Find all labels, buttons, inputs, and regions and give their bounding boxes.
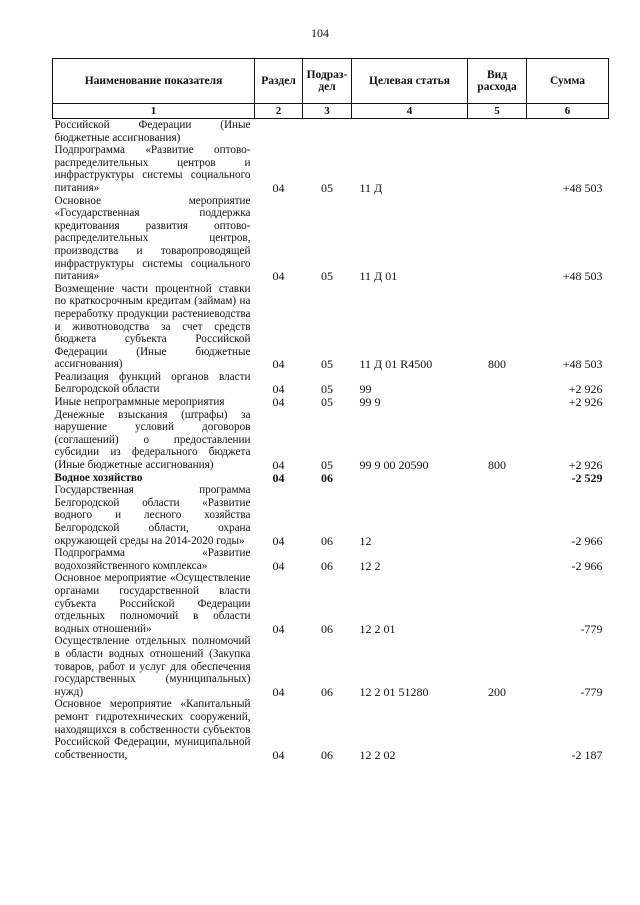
row-vid: 800 — [488, 458, 506, 473]
row-statya: 12 2 02 — [359, 747, 396, 762]
row-summa: -779 — [580, 684, 603, 699]
row-podrazdel: 05 — [321, 357, 333, 372]
row-vid — [468, 144, 527, 194]
row-vid — [468, 195, 527, 283]
row-podrazdel: 06 — [321, 558, 333, 573]
row-statya: 12 2 01 51280 — [359, 684, 429, 699]
row-name: Реализация функций органов власти Белгородской области — [54, 370, 251, 396]
row-razdel: 04 — [272, 621, 285, 636]
row-podrazdel: 05 — [321, 382, 333, 397]
table-row — [53, 698, 609, 761]
row-podrazdel: 06 — [321, 684, 333, 699]
row-summa: +2 926 — [568, 395, 603, 410]
row-statya: 11 Д — [359, 180, 383, 195]
row-vid — [468, 472, 527, 485]
row-summa: -2 187 — [571, 747, 603, 762]
row-statya: 99 — [359, 382, 372, 397]
row-vid: 200 — [488, 684, 506, 699]
row-summa: +48 503 — [562, 180, 603, 195]
column-number: 2 — [255, 104, 303, 119]
row-statya: 11 Д 01 R4500 — [359, 357, 433, 372]
column-number: 1 — [53, 104, 255, 119]
header-summa: Сумма — [527, 59, 609, 104]
row-statya: 11 Д 01 — [359, 269, 398, 284]
table-row — [53, 635, 609, 698]
row-statya: 99 9 00 20590 — [359, 458, 429, 473]
header-razdel: Раздел — [255, 59, 303, 104]
row-statya: 99 9 — [359, 395, 381, 410]
table-row — [53, 283, 609, 371]
row-razdel: 04 — [272, 470, 285, 485]
row-razdel — [255, 119, 303, 145]
row-razdel: 04 — [272, 558, 285, 573]
row-summa: -2 966 — [571, 558, 603, 573]
row-summa: +2 926 — [568, 382, 603, 397]
table-header-row — [53, 59, 609, 104]
row-podrazdel: 06 — [321, 621, 333, 636]
row-name: Возмещение части процентной ставки по краткосрочным кредитам (займам) на переработку продукции растениеводства и животноводства за счет средств бюджета субъекта Российской Федерации (Иные бюджетные ассигнования) — [54, 282, 251, 371]
row-vid — [468, 572, 527, 635]
row-podrazdel: 06 — [321, 470, 333, 485]
column-number: 3 — [303, 104, 352, 119]
header-statya: Целевая статья — [352, 59, 468, 104]
row-vid — [468, 547, 527, 572]
row-razdel: 04 — [272, 357, 285, 372]
row-name: Государственная программа Белгородской области «Развитие водного и лесного хозяйства Белгородской области, охрана окружающей среды на 2014-2020 годы» — [54, 484, 251, 547]
row-razdel: 04 — [272, 382, 285, 397]
row-razdel: 04 — [272, 533, 285, 548]
column-number: 4 — [352, 104, 468, 119]
row-vid — [468, 484, 527, 547]
row-name: Основное мероприятие «Государственная поддержка кредитования развития оптово-распределительных центров, производства и товаропроводящей инфраструктуры системы социального питания» — [54, 194, 251, 283]
table-row — [53, 472, 609, 485]
row-vid — [468, 371, 527, 396]
table-row — [53, 144, 609, 194]
row-vid: 800 — [488, 357, 506, 372]
row-vid — [468, 119, 527, 145]
row-summa: +48 503 — [562, 269, 603, 284]
row-summa: -779 — [580, 621, 603, 636]
row-podrazdel: 05 — [321, 269, 333, 284]
header-vid: Вид расхода — [468, 59, 527, 104]
row-summa: -2 966 — [571, 533, 603, 548]
row-razdel: 04 — [272, 458, 285, 473]
table-row — [53, 409, 609, 472]
row-name: Основное мероприятие «Капитальный ремонт гидротехнических сооружений, находящихся в собственности субъектов Российской Федерации, муниципальной собственности, — [54, 698, 251, 761]
row-name: Денежные взыскания (штрафы) за нарушение условий договоров (соглашений) о предоставлении субсидии из федерального бюджета (Иные бюджетные ассигнования) — [54, 408, 251, 472]
row-name: Осуществление отдельных полномочий в области водных отношений (Закупка товаров, работ и услуг для обеспечения государственных (муниципальных) нужд) — [54, 635, 251, 698]
row-razdel: 04 — [272, 395, 285, 410]
table-row — [53, 195, 609, 283]
table-row — [53, 484, 609, 547]
table-row — [53, 396, 609, 409]
row-statya — [352, 119, 468, 145]
row-summa: +48 503 — [562, 357, 603, 372]
column-number: 5 — [468, 104, 527, 119]
row-summa: +2 926 — [568, 458, 603, 473]
row-name: Основное мероприятие «Осуществление органами государственной власти субъекта Российской Федерации отдельных полномочий в области водных отношений» — [54, 572, 251, 635]
row-razdel: 04 — [272, 269, 285, 284]
table-row — [53, 547, 609, 572]
row-statya: 12 2 — [359, 558, 381, 573]
row-name: Иные непрограммные мероприятия — [54, 396, 225, 409]
row-vid — [468, 698, 527, 761]
row-podrazdel: 05 — [321, 458, 333, 473]
table-column-numbers-row — [53, 104, 609, 119]
page-number: 104 — [311, 26, 329, 40]
row-razdel: 04 — [272, 180, 285, 195]
header-name: Наименование показателя — [53, 59, 255, 104]
row-podrazdel: 05 — [321, 180, 333, 195]
row-summa: -2 529 — [571, 470, 603, 485]
row-podrazdel: 05 — [321, 395, 333, 410]
row-razdel: 04 — [272, 747, 285, 762]
row-vid — [468, 396, 527, 409]
table-row — [53, 371, 609, 396]
table-body — [53, 119, 609, 762]
header-podrazdel: Подраз-дел — [303, 59, 352, 104]
row-razdel: 04 — [272, 684, 285, 699]
row-name: Российской Федерации (Иные бюджетные ассигнования) — [54, 119, 251, 144]
row-statya — [352, 472, 468, 485]
column-number: 6 — [527, 104, 609, 119]
row-name: Подпрограмма «Развитие водохозяйственного комплекса» — [54, 547, 251, 572]
budget-table — [52, 58, 609, 761]
row-statya: 12 — [359, 533, 372, 548]
table-row — [53, 119, 609, 145]
row-summa — [527, 119, 609, 145]
row-podrazdel: 06 — [321, 533, 333, 548]
row-name: Подпрограмма «Развитие оптово-распределительных центров и инфраструктуры системы социального питания» — [54, 144, 251, 194]
row-podrazdel: 06 — [321, 747, 333, 762]
row-statya: 12 2 01 — [359, 621, 396, 636]
row-podrazdel — [303, 119, 352, 145]
row-name: Водное хозяйство — [54, 471, 143, 484]
table-row — [53, 572, 609, 635]
